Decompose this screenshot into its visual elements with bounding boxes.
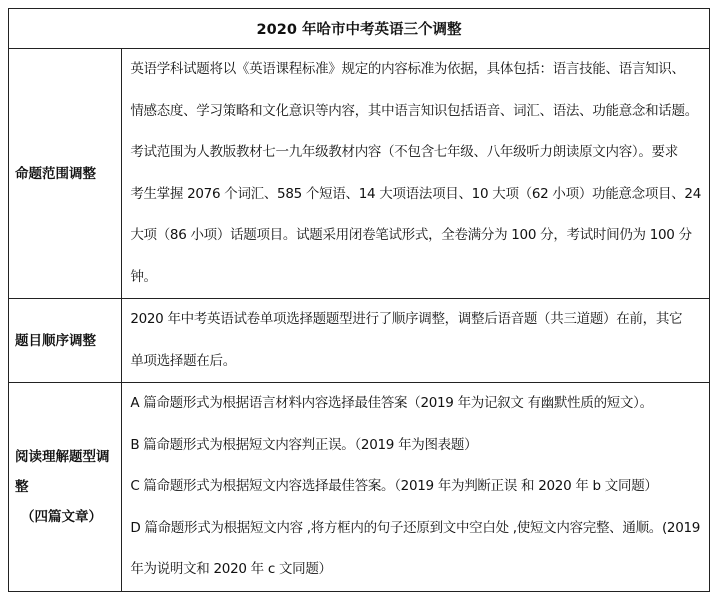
content-line: 情感态度、学习策略和文化意识等内容，其中语言知识包括语音、词汇、语法、功能意念和话题。 bbox=[130, 102, 698, 119]
row-label-text: 阅读理解题型调整 bbox=[15, 449, 110, 495]
row-content bbox=[122, 49, 710, 299]
title-row bbox=[9, 9, 710, 49]
table-row bbox=[9, 383, 710, 592]
content-line: A 篇命题形式为根据语言材料内容选择最佳答案（2019 年为记叙文 有幽默性质的短文）。 bbox=[130, 395, 653, 412]
row-label-subtext: （四篇文章） bbox=[21, 509, 102, 525]
content-line: 单项选择题在后。 bbox=[130, 352, 236, 369]
row-label bbox=[9, 383, 122, 592]
adjustments-table bbox=[8, 8, 710, 592]
content-line: 年为说明文和 2020 年 c 文同题） bbox=[130, 561, 332, 578]
row-content bbox=[122, 383, 710, 592]
content-line: 英语学科试题将以《英语课程标准》规定的内容标准为依据，具体包括：语言技能、语言知识、 bbox=[130, 61, 685, 77]
content-line: B 篇命题形式为根据短文内容判正误。（2019 年为图表题） bbox=[130, 436, 478, 453]
content-line: D 篇命题形式为根据短文内容 ,将方框内的句子还原到文中空白处 ,使短文内容完整、通顺。(2019 bbox=[130, 519, 701, 536]
row-label bbox=[9, 49, 122, 299]
content-line: 大项（86 小项）话题项目。试题采用闭卷笔试形式，全卷满分为 100 分，考试时间仍为 100 分 bbox=[130, 227, 692, 243]
content-line: C 篇命题形式为根据短文内容选择最佳答案。（2019 年为判断正误 和 2020 年 b 文同题） bbox=[130, 478, 658, 495]
row-content bbox=[122, 299, 710, 383]
row-label-text: 命题范围调整 bbox=[15, 165, 96, 182]
table-row bbox=[9, 299, 710, 383]
table-title: 2020 年哈市中考英语三个调整 bbox=[9, 9, 710, 49]
table-row bbox=[9, 49, 710, 299]
content-line: 钟。 bbox=[130, 268, 157, 285]
row-label bbox=[9, 299, 122, 383]
content-line: 考试范围为人教版教材七一九年级教材内容（不包含七年级、八年级听力朗读原文内容）。要求 bbox=[130, 144, 678, 160]
row-label-text: 题目顺序调整 bbox=[15, 332, 96, 349]
content-line: 考生掌握 2076 个词汇、585 个短语、14 大项语法项目、10 大项（62 小项）功能意念项目、24 bbox=[130, 185, 701, 202]
content-line: 2020 年中考英语试卷单项选择题题型进行了顺序调整，调整后语音题（共三道题）在前，其它 bbox=[130, 311, 683, 327]
